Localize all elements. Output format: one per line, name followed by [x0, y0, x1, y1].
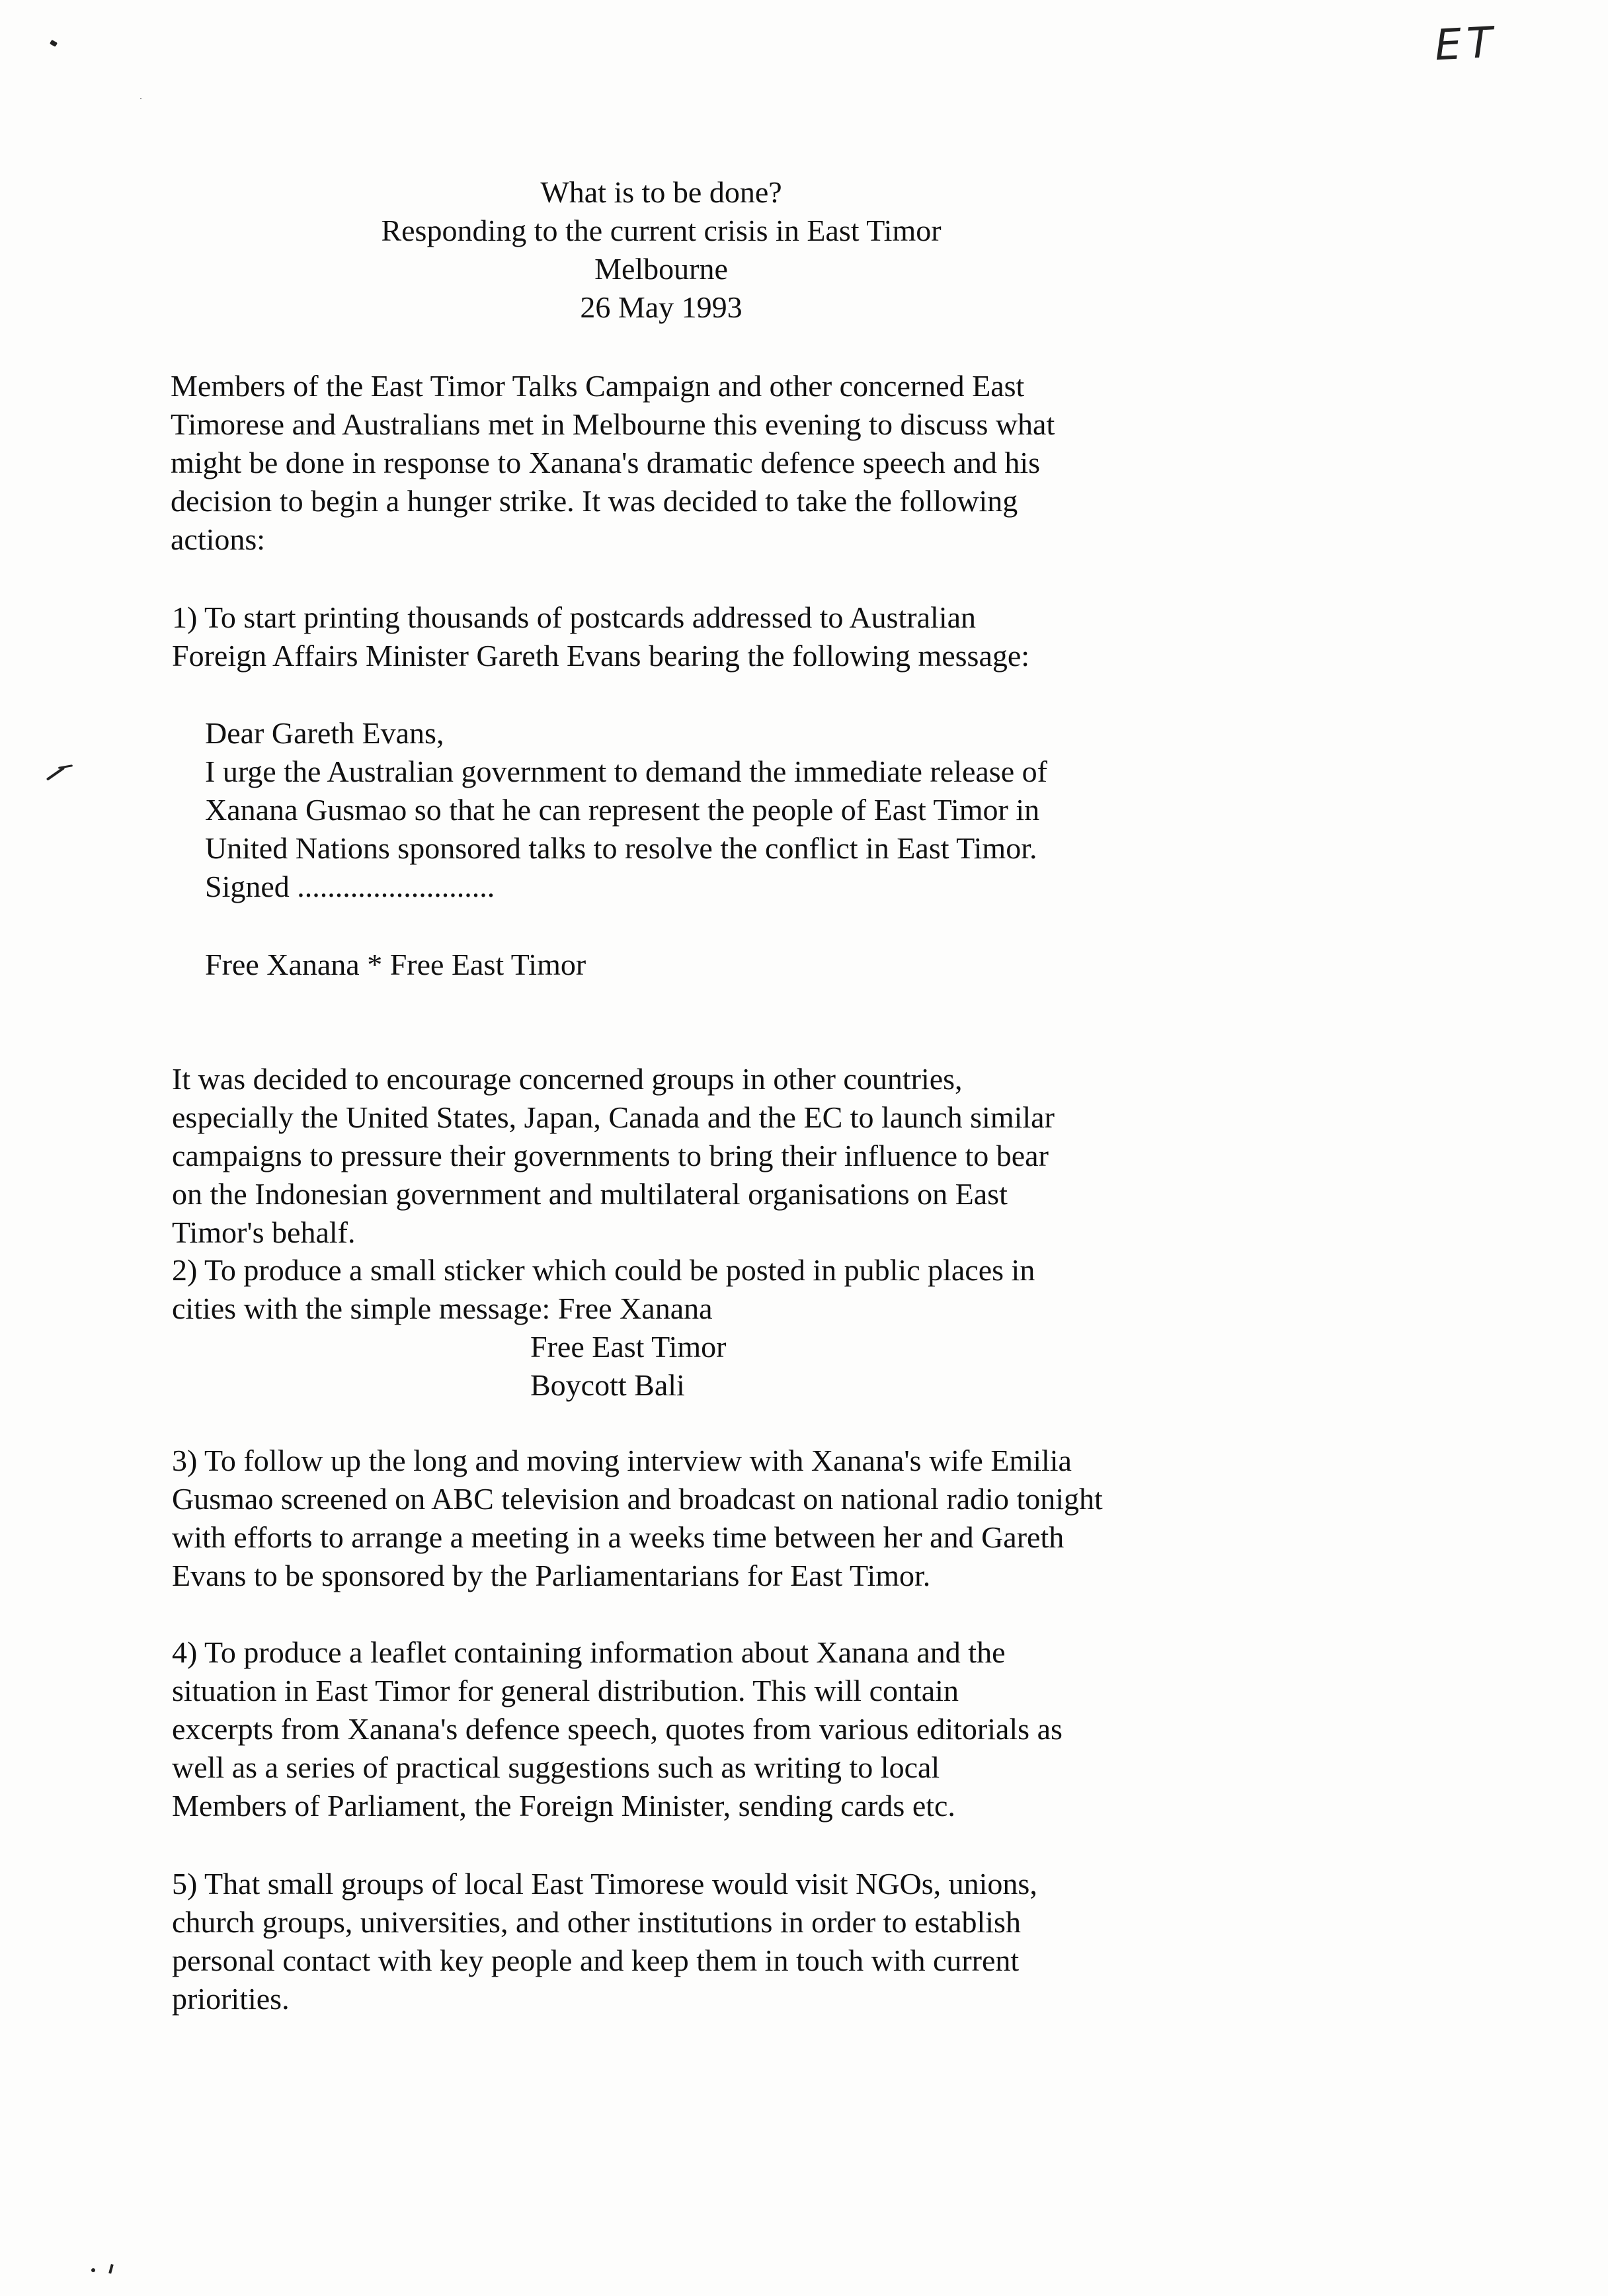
text-line: United Nations sponsored talks to resolve the conflict in East Timor. [205, 831, 1037, 865]
postcard-message [205, 714, 1047, 906]
postcard-signature-line: Signed .......................... [205, 870, 495, 903]
intro-paragraph [171, 367, 1055, 559]
text-line: might be done in response to Xanana's dramatic defence speech and his [171, 446, 1040, 479]
text-line: actions: [171, 522, 266, 556]
encourage-paragraph [172, 1060, 1055, 1252]
text-line: Members of the East Timor Talks Campaign and other concerned East [171, 369, 1025, 403]
postcard-slogan: Free Xanana * Free East Timor [205, 948, 586, 981]
text-line: with efforts to arrange a meeting in a weeks time between her and Gareth [172, 1520, 1065, 1554]
action-item-3 [172, 1442, 1103, 1595]
text-line: Timorese and Australians met in Melbourne this evening to discuss what [171, 407, 1055, 441]
text-line: decision to begin a hunger strike. It was decided to take the following [171, 484, 1018, 518]
document-heading [291, 173, 1031, 327]
text-line: Gusmao screened on ABC television and broadcast on national radio tonight [172, 1482, 1103, 1516]
text-line: 2) To produce a small sticker which could be posted in public places in [172, 1253, 1035, 1287]
heading-subtitle: Responding to the current crisis in East Timor [381, 214, 942, 247]
text-line: on the Indonesian government and multilateral organisations on East [172, 1177, 1008, 1211]
text-line: 3) To follow up the long and moving interview with Xanana's wife Emilia [172, 1444, 1072, 1477]
text-line: church groups, universities, and other institutions in order to establish [172, 1905, 1021, 1939]
margin-pen-mark [58, 764, 73, 769]
text-line: 4) To produce a leaflet containing information about Xanana and the [172, 1635, 1006, 1669]
action-item-4 [172, 1633, 1063, 1825]
sticker-message [530, 1328, 726, 1405]
text-line: I urge the Australian government to demand the immediate release of [205, 755, 1047, 788]
text-line: Foreign Affairs Minister Gareth Evans bearing the following message: [172, 639, 1030, 673]
heading-title: What is to be done? [540, 175, 782, 209]
text-line: cities with the simple message: Free Xanana [172, 1292, 713, 1325]
text-line: priorities. [172, 1982, 290, 2016]
heading-date: 26 May 1993 [580, 290, 743, 324]
text-line: 1) To start printing thousands of postcards addressed to Australian [172, 600, 977, 634]
text-line: especially the United States, Japan, Canada and the EC to launch similar [172, 1100, 1055, 1134]
text-line: It was decided to encourage concerned groups in other countries, [172, 1062, 963, 1096]
action-item-1 [172, 598, 1029, 675]
postcard-salutation: Dear Gareth Evans, [205, 716, 444, 750]
scan-speck [50, 40, 58, 47]
text-line: 5) That small groups of local East Timorese would visit NGOs, unions, [172, 1867, 1037, 1901]
scan-speck [108, 2264, 113, 2274]
text-line: campaigns to pressure their governments to bring their influence to bear [172, 1139, 1049, 1172]
text-line: Boycott Bali [530, 1368, 685, 1402]
text-line: excerpts from Xanana's defence speech, quotes from various editorials as [172, 1712, 1063, 1746]
heading-location: Melbourne [594, 252, 728, 286]
action-item-2 [172, 1251, 1035, 1328]
text-line: Timor's behalf. [172, 1215, 356, 1249]
text-line: Free East Timor [530, 1330, 727, 1364]
text-line: personal contact with key people and keep them in touch with current [172, 1944, 1020, 1977]
scan-speck [91, 2268, 95, 2272]
handwritten-annotation: ET [1433, 18, 1500, 71]
scan-speck [140, 98, 141, 99]
text-line: Xanana Gusmao so that he can represent the people of East Timor in [205, 793, 1040, 827]
action-item-5 [172, 1865, 1037, 2018]
text-line: Members of Parliament, the Foreign Minister, sending cards etc. [172, 1789, 955, 1823]
text-line: well as a series of practical suggestions such as writing to local [172, 1750, 940, 1784]
margin-pen-mark [46, 766, 65, 781]
text-line: Evans to be sponsored by the Parliamentarians for East Timor. [172, 1559, 931, 1592]
text-line: situation in East Timor for general distribution. This will contain [172, 1674, 959, 1707]
